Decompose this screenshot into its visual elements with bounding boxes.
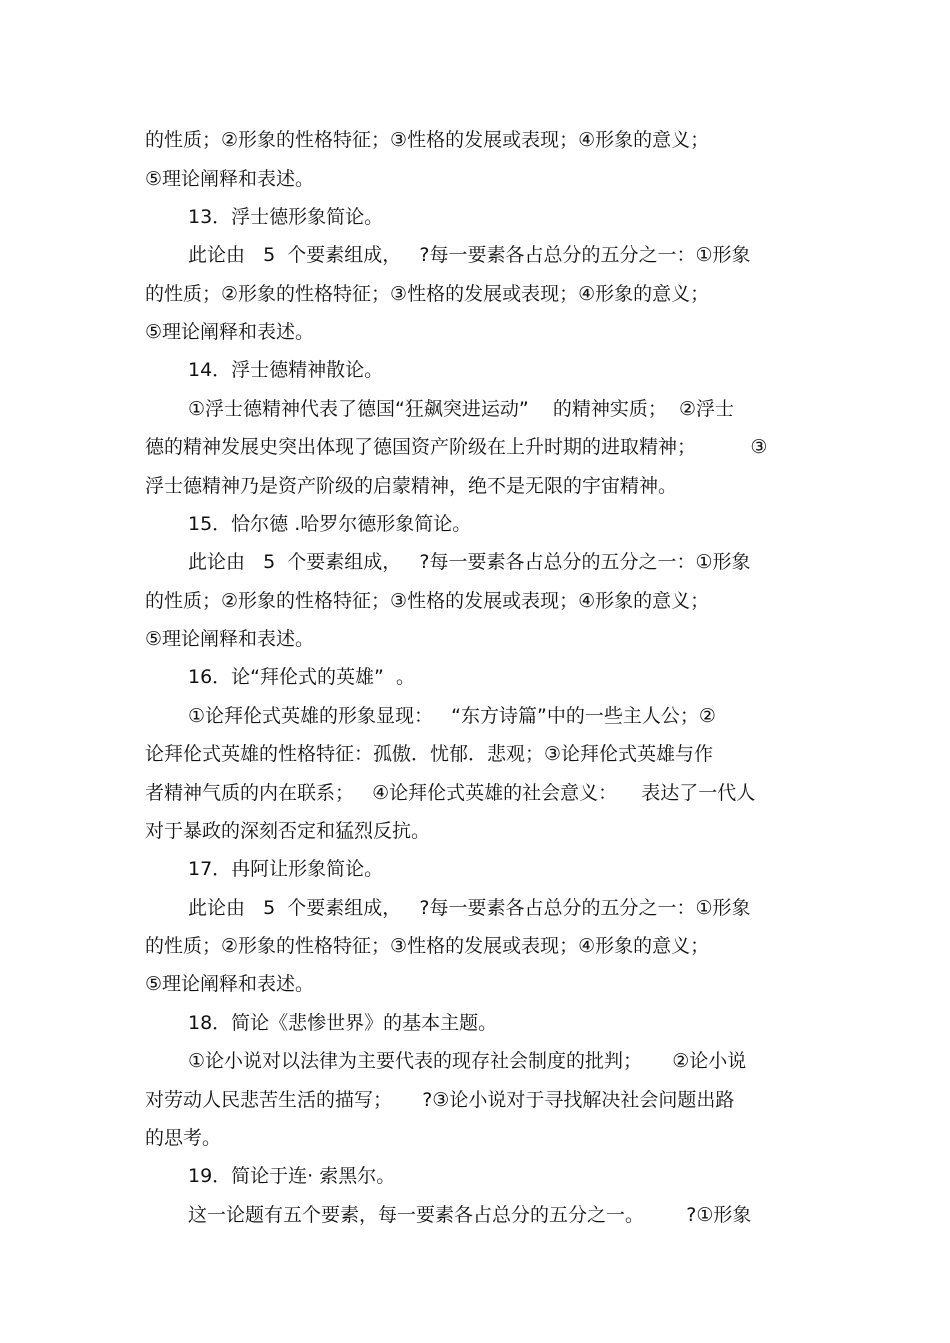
text-line: 的性质；②形象的性格特征；③性格的发展或表现；④形象的意义； [145,283,710,305]
text-line: ①论小说对以法律为主要代表的现存社会制度的批判； ②论小说 [188,1050,747,1072]
text-line: ⑤理论阐释和表述。 [145,973,315,995]
text-line: ⑤理论阐释和表述。 [145,321,315,343]
text-line: ⑤理论阐释和表述。 [145,168,315,190]
text-line: 浮士德精神乃是资产阶级的启蒙精神，绝不是无限的宇宙精神。 [145,475,678,497]
text-line: 的性质；②形象的性格特征；③性格的发展或表现；④形象的意义； [145,129,710,151]
text-line: 对劳动人民悲苦生活的描写； ?③论小说对于寻找解决社会问题出路 [145,1089,735,1111]
text-line: 的思考。 [145,1127,222,1149]
section-heading-15: 15．恰尔德 .哈罗尔德形象简论。 [188,513,472,535]
text-line: 此论由 5 个要素组成， ?每一要素各占总分的五分之一：①形象 [188,551,751,573]
section-heading-19: 19．简论于连· 索黑尔。 [188,1165,396,1187]
text-line: 论拜伦式英雄的性格特征：孤傲．忧郁．悲观；③论拜伦式英雄与作 [145,743,714,765]
text-line: 的性质；②形象的性格特征；③性格的发展或表现；④形象的意义； [145,590,710,612]
section-heading-18: 18．简论《悲惨世界》的基本主题。 [188,1012,498,1034]
section-heading-16: 16．论“拜伦式的英雄” 。 [188,666,415,688]
text-line: 此论由 5 个要素组成， ?每一要素各占总分的五分之一：①形象 [188,897,751,919]
text-line: ①浮士德精神代表了德国“狂飙突进运动” 的精神实质； ②浮士 [188,398,734,420]
text-line: ①论拜伦式英雄的形象显现： “东方诗篇”中的一些主人公；② [188,705,716,727]
text-line: ⑤理论阐释和表述。 [145,628,315,650]
section-heading-14: 14．浮士德精神散论。 [188,359,384,381]
text-line: 这一论题有五个要素，每一要素各占总分的五分之一。 ?①形象 [188,1204,752,1226]
text-line: 此论由 5 个要素组成， ?每一要素各占总分的五分之一：①形象 [188,244,751,266]
section-heading-13: 13．浮士德形象简论。 [188,206,384,228]
text-line: 的性质；②形象的性格特征；③性格的发展或表现；④形象的意义； [145,935,710,957]
text-line: 对于暴政的深刻否定和猛烈反抗。 [145,820,431,842]
text-line: 德的精神发展史突出体现了德国资产阶级在上升时期的进取精神； ③ [145,436,768,458]
section-heading-17: 17．冉阿让形象简论。 [188,858,384,880]
text-line: 者精神气质的内在联系； ④论拜伦式英雄的社会意义： 表达了一代人 [145,782,756,804]
